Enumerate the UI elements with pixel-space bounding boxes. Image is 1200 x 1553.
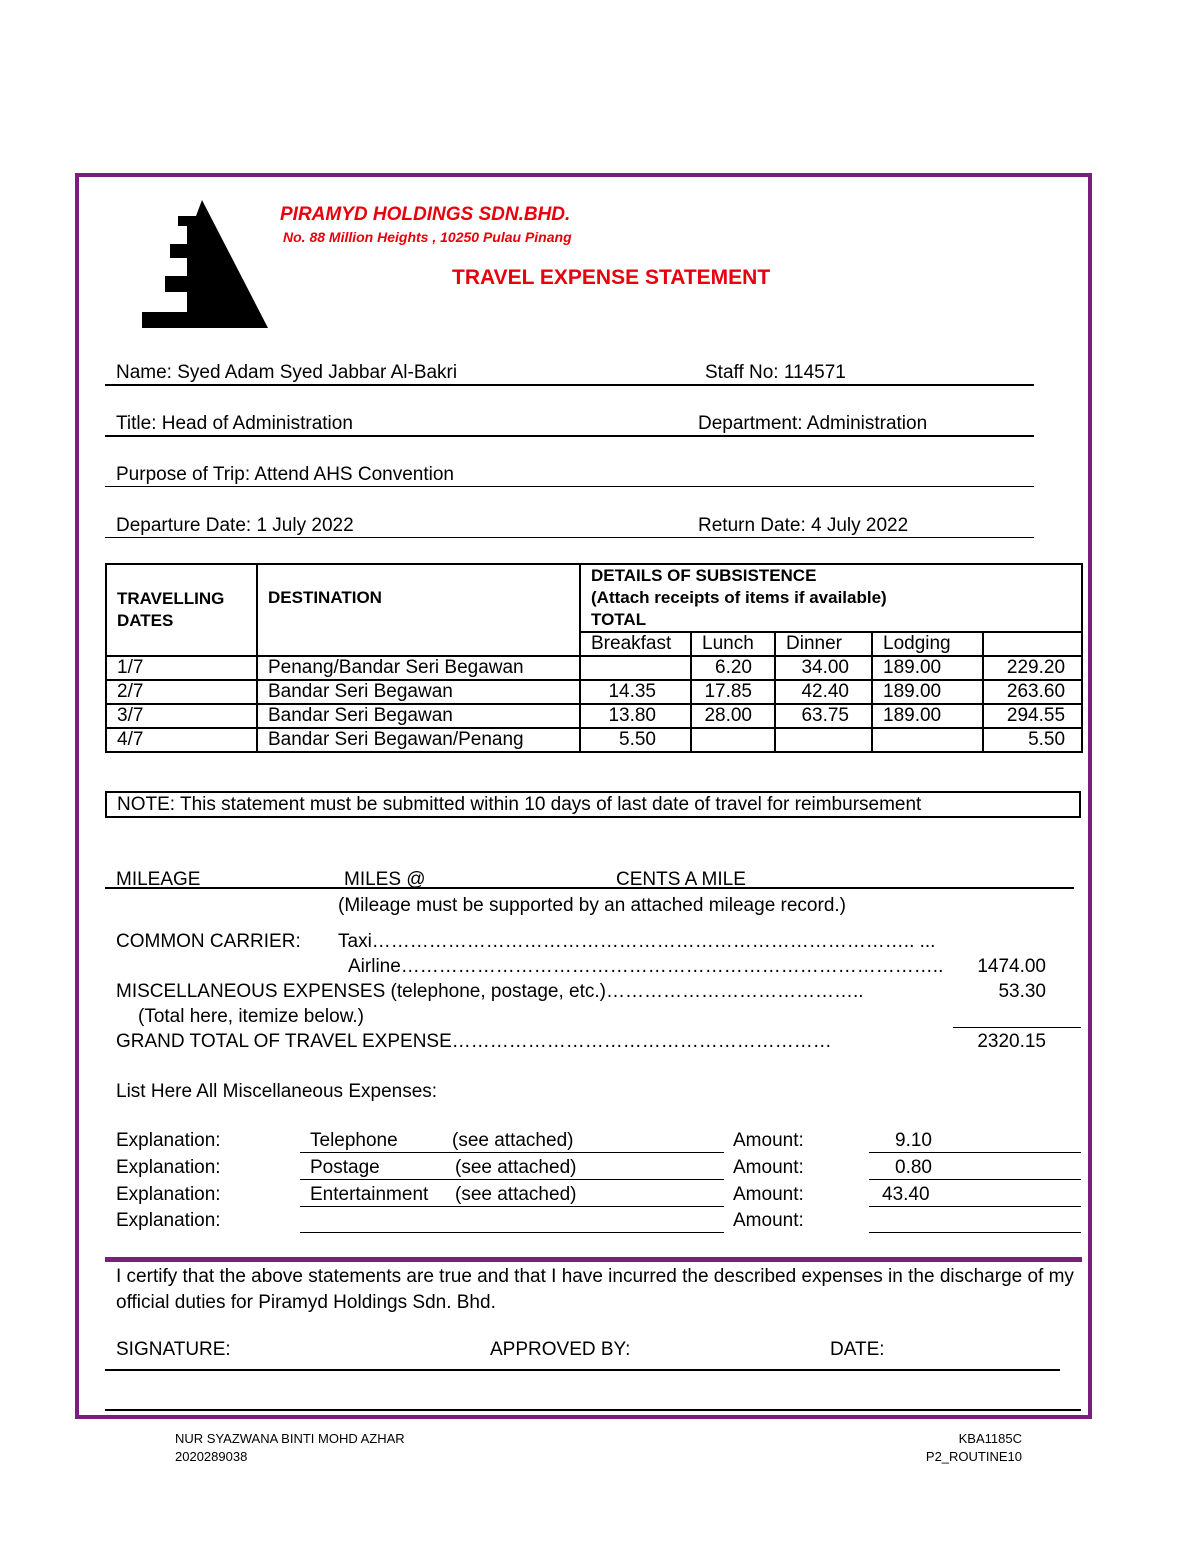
- explanation-note: (see attached): [455, 1157, 577, 1178]
- signature-label: SIGNATURE:: [116, 1339, 231, 1360]
- airline-line: Airline…………………………………………………………………………..: [348, 956, 944, 977]
- date-label: DATE:: [830, 1339, 885, 1360]
- purpose-underline: [105, 486, 1034, 487]
- total-rule: [953, 1027, 1081, 1028]
- row-destination: Bandar Seri Begawan: [257, 680, 580, 704]
- details-line-3: TOTAL: [591, 610, 647, 629]
- misc-expenses-amount: 53.30: [998, 981, 1046, 1002]
- grand-total-amount: 2320.15: [977, 1031, 1046, 1052]
- misc-expenses-line: MISCELLANEOUS EXPENSES (telephone, postage, etc.)…………………………………..: [116, 981, 864, 1002]
- explanation-underline: [300, 1232, 724, 1233]
- header-details-of-subsistence: [580, 564, 1082, 632]
- miles-label: MILES @: [344, 869, 426, 890]
- explanation-item: Telephone: [310, 1130, 398, 1151]
- document-title: TRAVEL EXPENSE STATEMENT: [452, 266, 771, 289]
- dates-underline: [105, 537, 1034, 538]
- return-date-field: Return Date: 4 July 2022: [698, 515, 909, 536]
- explanation-item: Entertainment: [310, 1184, 429, 1205]
- row-lunch: 17.85: [691, 680, 775, 704]
- row-dinner: [775, 728, 872, 752]
- explanation-label: Explanation:: [116, 1157, 221, 1178]
- explanation-underline: [300, 1179, 724, 1180]
- subheader-lunch: Lunch: [691, 632, 775, 656]
- details-line-2: (Attach receipts of items if available): [591, 588, 887, 607]
- company-name: PIRAMYD HOLDINGS SDN.BHD.: [280, 204, 571, 225]
- amount-label: Amount:: [733, 1210, 804, 1231]
- amount-underline: [869, 1232, 1081, 1233]
- title-underline: [105, 435, 1034, 437]
- amount-underline: [869, 1152, 1081, 1153]
- details-line-1: DETAILS OF SUBSISTENCE: [591, 566, 817, 585]
- table-header-row: [106, 564, 1082, 632]
- subheader-total: [983, 632, 1082, 656]
- table-row: [106, 728, 1082, 752]
- row-lunch: [691, 728, 775, 752]
- table-row: [106, 704, 1082, 728]
- table-row: [106, 680, 1082, 704]
- mileage-underline: [105, 887, 1074, 889]
- department-field: Department: Administration: [698, 413, 928, 434]
- amount-label: Amount:: [733, 1130, 804, 1151]
- row-total: 5.50: [983, 728, 1082, 752]
- amount-label: Amount:: [733, 1184, 804, 1205]
- table-row: [106, 656, 1082, 680]
- explanation-label: Explanation:: [116, 1184, 221, 1205]
- mileage-support-note: (Mileage must be supported by an attached mileage record.): [338, 895, 846, 916]
- misc-list-heading: List Here All Miscellaneous Expenses:: [116, 1081, 438, 1102]
- row-lodging: 189.00: [872, 704, 983, 728]
- row-destination: Bandar Seri Begawan: [257, 704, 580, 728]
- row-lodging: 189.00: [872, 656, 983, 680]
- amount-value: 43.40: [882, 1184, 930, 1205]
- title-field: Title: Head of Administration: [116, 413, 353, 434]
- section-divider: [105, 1257, 1082, 1262]
- footer-routine: P2_ROUTINE10: [925, 1449, 1022, 1464]
- row-date: 1/7: [106, 656, 257, 680]
- amount-value: 9.10: [895, 1130, 932, 1151]
- row-date: 4/7: [106, 728, 257, 752]
- amount-underline: [869, 1179, 1081, 1180]
- row-breakfast: 5.50: [580, 728, 691, 752]
- explanation-label: Explanation:: [116, 1130, 221, 1151]
- row-lunch: 6.20: [691, 656, 775, 680]
- row-destination: Penang/Bandar Seri Begawan: [257, 656, 580, 680]
- subheader-lodging: Lodging: [872, 632, 983, 656]
- footer-course-code: KBA1185C: [958, 1431, 1022, 1446]
- common-carrier-label: COMMON CARRIER:: [116, 931, 301, 952]
- approved-by-label: APPROVED BY:: [490, 1339, 631, 1360]
- explanation-underline: [300, 1152, 724, 1153]
- staff-no-field: Staff No: 114571: [705, 362, 846, 383]
- header-travelling-dates: TRAVELLING DATES: [106, 564, 257, 656]
- itemize-note: (Total here, itemize below.): [138, 1006, 364, 1027]
- row-date: 2/7: [106, 680, 257, 704]
- explanation-note: (see attached): [452, 1130, 574, 1151]
- name-field: Name: Syed Adam Syed Jabbar Al-Bakri: [116, 362, 458, 383]
- subheader-dinner: Dinner: [775, 632, 872, 656]
- departure-date-field: Departure Date: 1 July 2022: [116, 515, 354, 536]
- purpose-field: Purpose of Trip: Attend AHS Convention: [116, 464, 454, 485]
- subheader-breakfast: Breakfast: [580, 632, 691, 656]
- row-lodging: [872, 728, 983, 752]
- row-date: 3/7: [106, 704, 257, 728]
- row-dinner: 42.40: [775, 680, 872, 704]
- footer-left: [175, 1430, 405, 1466]
- subsistence-table: [105, 563, 1083, 753]
- name-underline: [105, 384, 1034, 386]
- grand-total-line: GRAND TOTAL OF TRAVEL EXPENSE……………………………………………………: [116, 1031, 832, 1052]
- explanation-underline: [300, 1206, 724, 1207]
- explanation-item: Postage: [310, 1157, 380, 1178]
- footer-student-id: 2020289038: [175, 1449, 248, 1464]
- explanation-label: Explanation:: [116, 1210, 221, 1231]
- amount-label: Amount:: [733, 1157, 804, 1178]
- row-total: 229.20: [983, 656, 1082, 680]
- bottom-rule: [105, 1409, 1081, 1411]
- row-total: 263.60: [983, 680, 1082, 704]
- explanation-note: (see attached): [455, 1184, 577, 1205]
- stepped-pyramid-logo: [140, 200, 270, 330]
- row-lunch: 28.00: [691, 704, 775, 728]
- airline-amount: 1474.00: [977, 956, 1046, 977]
- row-dinner: 34.00: [775, 656, 872, 680]
- cents-a-mile-label: CENTS A MILE: [616, 869, 746, 890]
- signature-underline: [105, 1369, 1060, 1371]
- row-breakfast: 14.35: [580, 680, 691, 704]
- certification-statement: I certify that the above statements are true and that I have incurred the described expenses in the discharge of my official duties for Piramyd Holdings Sdn. Bhd.: [116, 1266, 1074, 1313]
- row-breakfast: [580, 656, 691, 680]
- row-total: 294.55: [983, 704, 1082, 728]
- row-lodging: 189.00: [872, 680, 983, 704]
- footer-right: [870, 1430, 1022, 1466]
- company-address: No. 88 Million Heights , 10250 Pulau Pinang: [283, 229, 572, 245]
- reimbursement-note: NOTE: This statement must be submitted within 10 days of last date of travel for reimbursement: [105, 791, 1081, 818]
- header-destination: DESTINATION: [257, 564, 580, 656]
- row-destination: Bandar Seri Begawan/Penang: [257, 728, 580, 752]
- amount-value: 0.80: [895, 1157, 932, 1178]
- footer-student-name: NUR SYAZWANA BINTI MOHD AZHAR: [175, 1431, 405, 1446]
- taxi-line: Taxi………………………………………………………………………….. ...: [338, 931, 936, 952]
- amount-underline: [869, 1206, 1081, 1207]
- row-breakfast: 13.80: [580, 704, 691, 728]
- row-dinner: 63.75: [775, 704, 872, 728]
- mileage-label: MILEAGE: [116, 869, 201, 890]
